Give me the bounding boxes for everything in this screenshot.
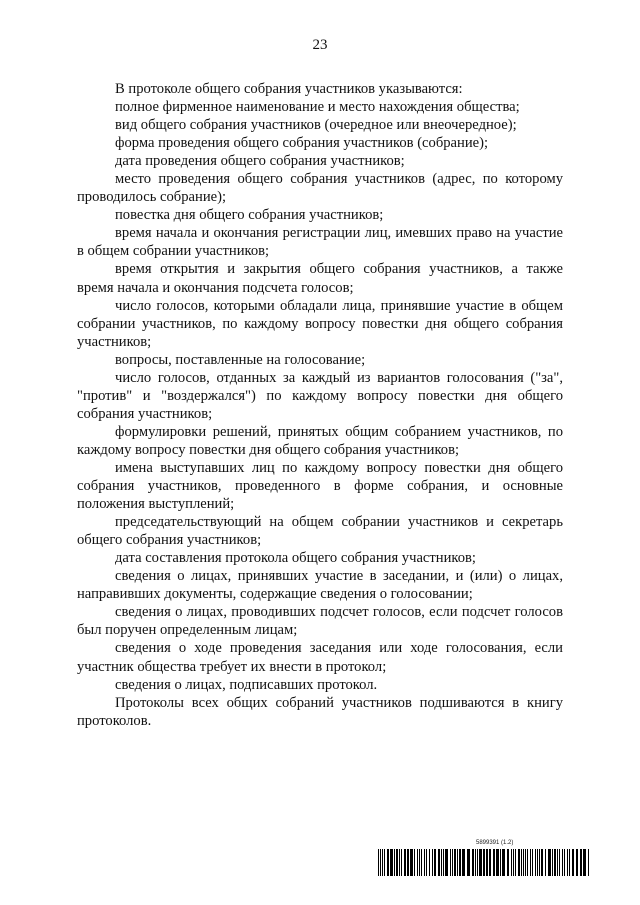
paragraph: повестка дня общего собрания участников;	[115, 207, 384, 224]
barcode-image	[378, 849, 590, 876]
paragraph: вид общего собрания участников (очередное или внеочередное);	[115, 117, 517, 134]
paragraph: время начала и окончания регистрации лиц, имевших право на участие в общем собрании участников;	[77, 225, 563, 260]
paragraph: вопросы, поставленные на голосование;	[115, 351, 366, 368]
paragraph: дата составления протокола общего собрания участников;	[115, 550, 476, 567]
barcode-caption: 5899391 (1.2)	[476, 840, 514, 846]
paragraph: сведения о лицах, подписавших протокол.	[115, 676, 378, 693]
paragraph: время открытия и закрытия общего собрания участников, а также время начала и окончания подсчета голосов;	[77, 261, 563, 296]
paragraph: сведения о ходе проведения заседания или ходе голосования, если участник общества требует их внести в протокол;	[77, 640, 563, 675]
paragraph: председательствующий на общем собрании участников и секретарь общего собрания участников;	[77, 514, 563, 549]
paragraph: дата проведения общего собрания участников;	[115, 153, 405, 170]
paragraph: формулировки решений, принятых общим собранием участников, по каждому вопросу повестки дня общего собрания участников;	[77, 423, 563, 458]
paragraph: сведения о лицах, принявших участие в заседании, и (или) о лицах, направивших документы, содержащие сведения о голосовании;	[77, 568, 563, 603]
paragraph: число голосов, отданных за каждый из вариантов голосования ("за", "против" и "воздержался") по каждому вопросу повестки дня общего собрания участников;	[77, 369, 563, 422]
barcode-block	[378, 840, 590, 880]
paragraph: число голосов, которыми обладали лица, принявшие участие в общем собрании участников, по каждому вопросу повестки дня общего собрания участников;	[77, 297, 563, 350]
paragraph: место проведения общего собрания участников (адрес, по которому проводилось собрание);	[77, 171, 563, 206]
paragraph: Протоколы всех общих собраний участников подшиваются в книгу протоколов.	[77, 694, 563, 729]
paragraph: В протоколе общего собрания участников указываются:	[115, 81, 463, 97]
page-number: 23	[312, 37, 328, 53]
document-body	[77, 80, 563, 730]
paragraph: полное фирменное наименование и место нахождения общества;	[115, 99, 520, 116]
paragraph: сведения о лицах, проводивших подсчет голосов, если подсчет голосов был поручен определенным лицам;	[77, 604, 563, 639]
paragraph: форма проведения общего собрания участников (собрание);	[115, 135, 489, 152]
paragraph: имена выступавших лиц по каждому вопросу повестки дня общего собрания участников, проведенного в форме собрания, и основные положения выступлений;	[77, 459, 563, 513]
